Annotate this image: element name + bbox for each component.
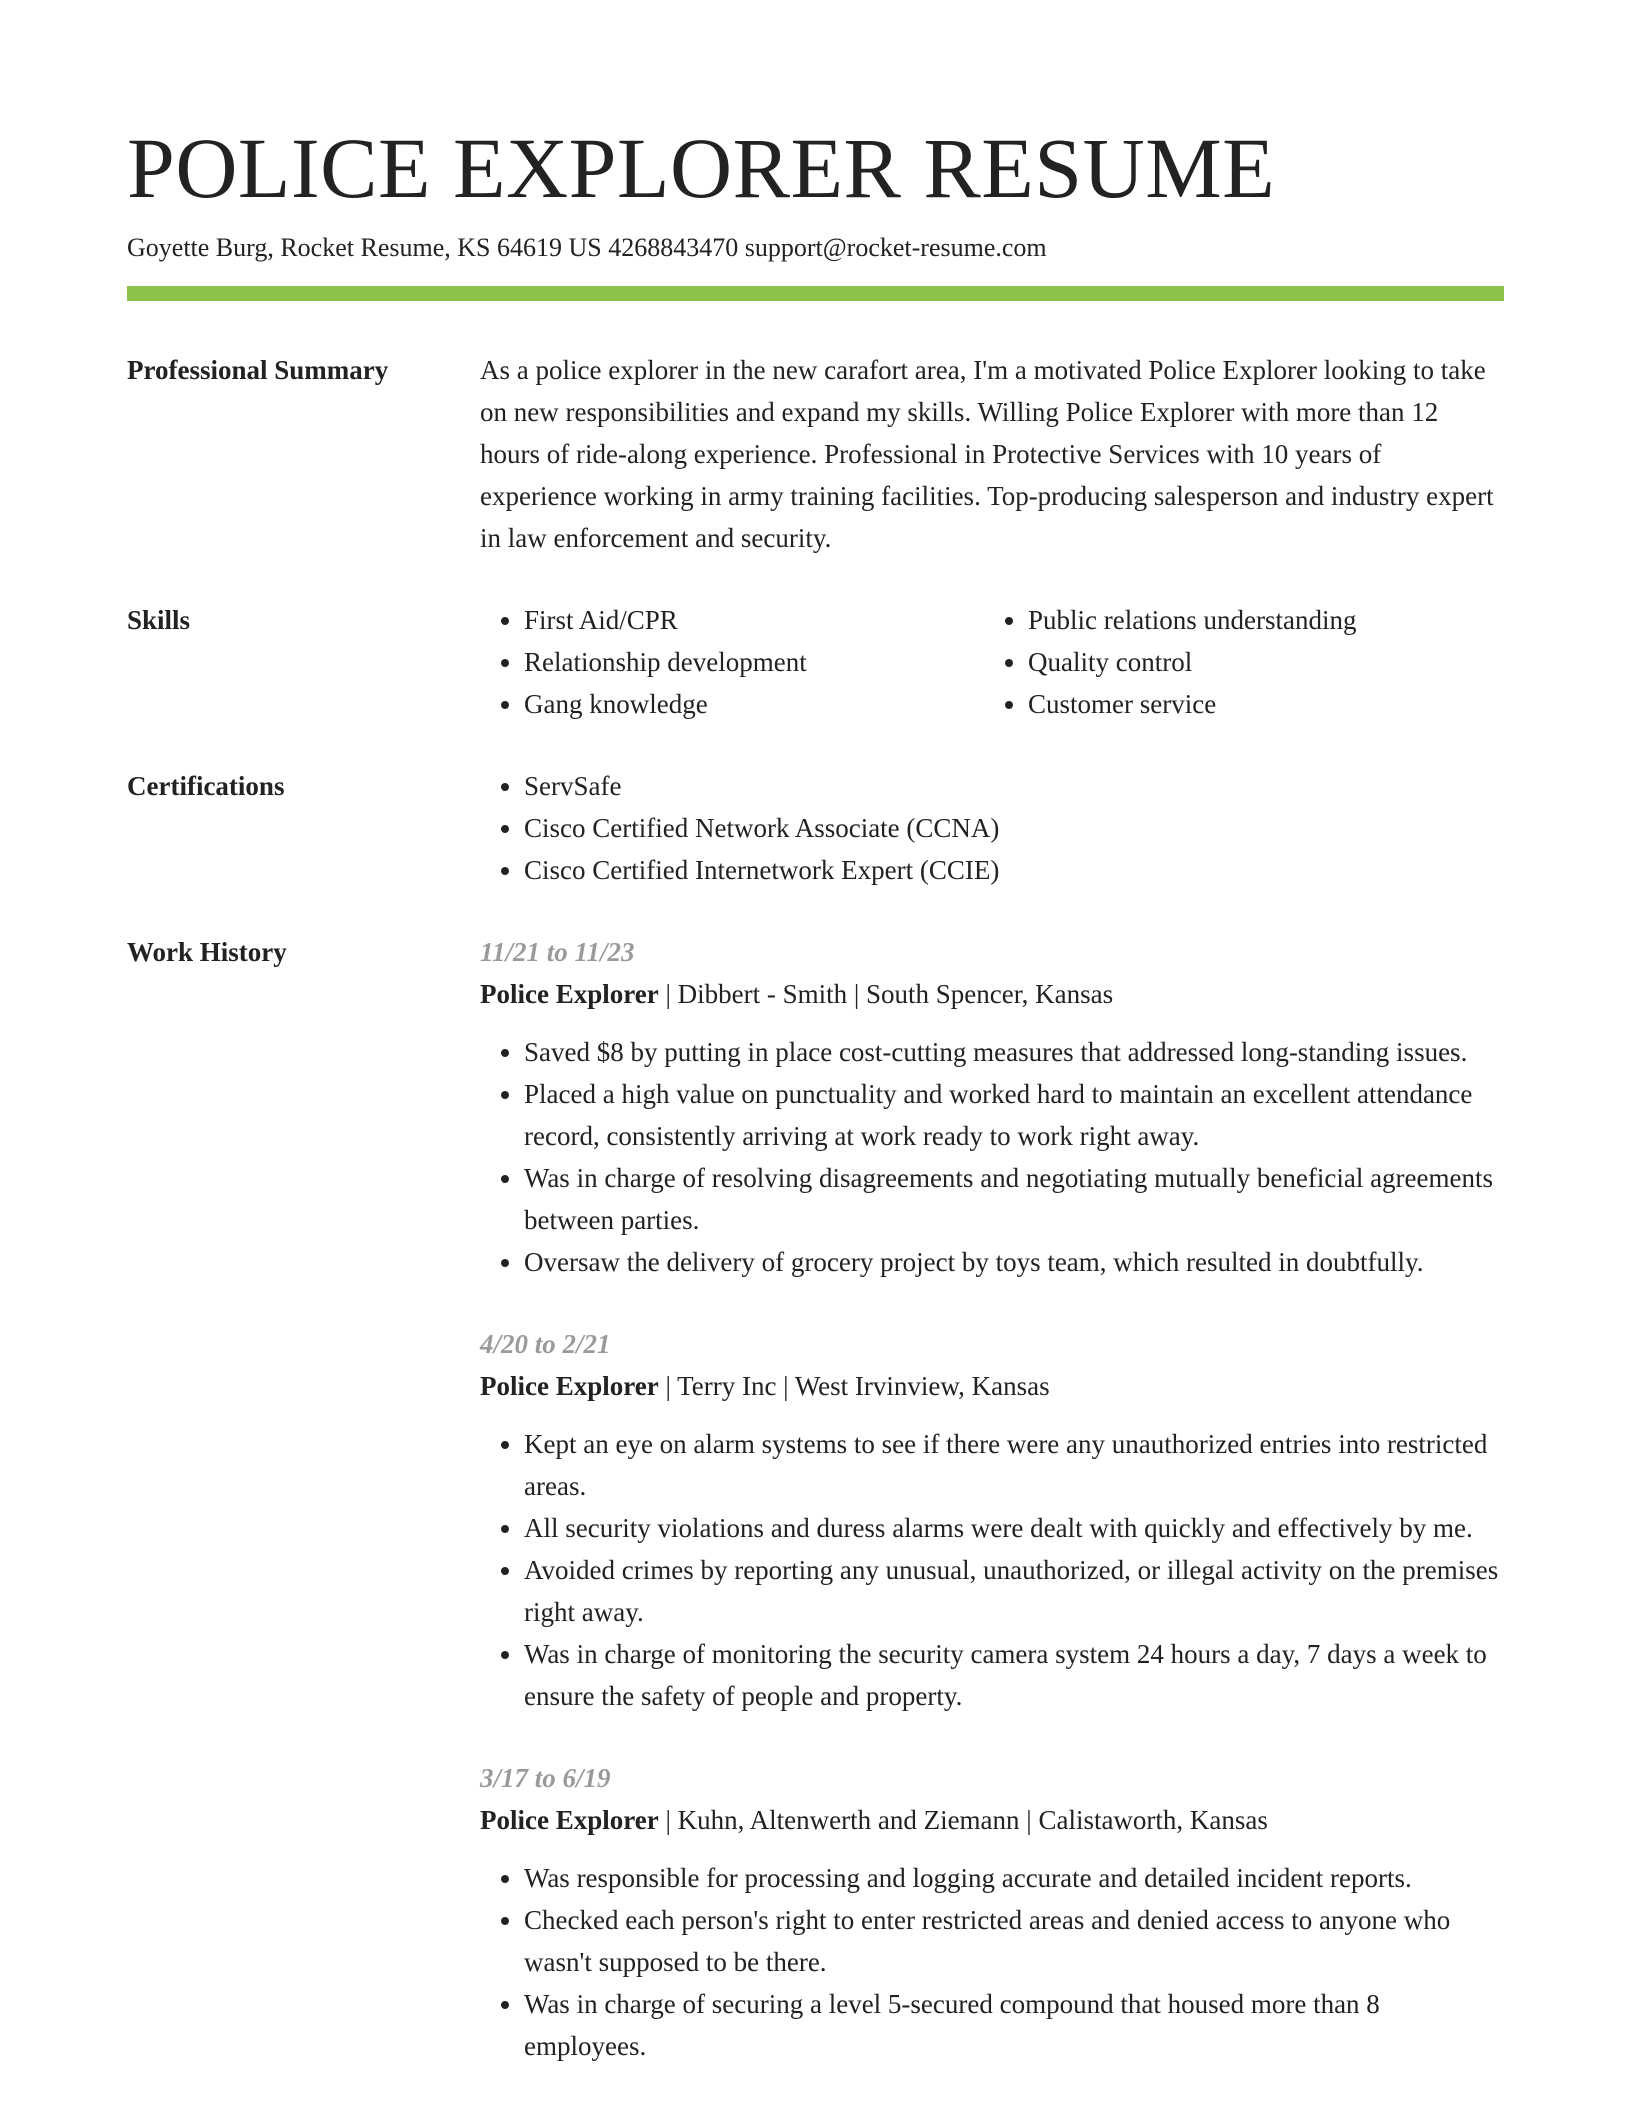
section-label-work-history: Work History: [127, 937, 287, 967]
job-employer-location: | Kuhn, Altenwerth and Ziemann | Calistaworth, Kansas: [658, 1805, 1268, 1835]
job-title: Police Explorer: [480, 979, 659, 1009]
job-entry: [480, 931, 1504, 1283]
summary-section: [127, 349, 1505, 559]
job-bullet: • Was responsible for processing and logging accurate and detailed incident reports.: [524, 1857, 1504, 1899]
skill-item: • Gang knowledge: [524, 683, 984, 725]
job-bullet: • Placed a high value on punctuality and worked hard to maintain an excellent attendance record, consistently arriving at work ready to work right away.: [524, 1073, 1504, 1157]
job-employer-location: | Dibbert - Smith | South Spencer, Kansas: [658, 979, 1114, 1009]
job-bullet: • Was in charge of resolving disagreements and negotiating mutually beneficial agreements between parties.: [524, 1157, 1504, 1241]
section-label-summary: Professional Summary: [127, 355, 389, 385]
work-history-section: [127, 931, 1505, 2067]
section-label-certifications: Certifications: [127, 771, 285, 801]
job-bullet: • Avoided crimes by reporting any unusual, unauthorized, or illegal activity on the premises right away.: [524, 1549, 1504, 1633]
skills-column-2: [984, 599, 1488, 725]
job-title: Police Explorer: [480, 1805, 659, 1835]
job-dates: 3/17 to 6/19: [480, 1763, 611, 1793]
certifications-list: [480, 765, 1504, 891]
summary-text: As a police explorer in the new carafort area, I'm a motivated Police Explorer looking to take on new responsibilities and expand my skills. Willing Police Explorer with more than 12 hours of ride-along experience. Professional in Protective Services with 10 years of experience working in army training facilities. Top-producing salesperson and industry expert in law enforcement and security.: [480, 355, 1494, 553]
skill-item: • Customer service: [1028, 683, 1488, 725]
contact-line: [127, 230, 1505, 266]
certification-item: • Cisco Certified Network Associate (CCNA): [524, 807, 1504, 849]
resume-title: POLICE EXPLORER RESUME: [127, 120, 1276, 216]
summary-body: [480, 349, 1504, 559]
job-bullets: [480, 1857, 1504, 2067]
job-bullet: • Was in charge of monitoring the security camera system 24 hours a day, 7 days a week to ensure the safety of people and property.: [524, 1633, 1504, 1717]
certification-item: • ServSafe: [524, 765, 1504, 807]
skills-section: [127, 599, 1505, 725]
job-bullet: • Oversaw the delivery of grocery project by toys team, which resulted in doubtfully.: [524, 1241, 1504, 1283]
contact-email: support@rocket-resume.com: [744, 233, 1047, 262]
certifications-body: [480, 765, 1504, 891]
work-history-body: [480, 931, 1504, 2067]
header-divider: [127, 286, 1504, 301]
certification-item: • Cisco Certified Internetwork Expert (CCIE): [524, 849, 1504, 891]
skill-item: • Public relations understanding: [1028, 599, 1488, 641]
skill-item: • First Aid/CPR: [524, 599, 984, 641]
skill-item: • Quality control: [1028, 641, 1488, 683]
skill-item: • Relationship development: [524, 641, 984, 683]
certifications-section: [127, 765, 1505, 891]
job-bullets: [480, 1423, 1504, 1717]
job-entry: [480, 1323, 1504, 1717]
job-bullet: • Saved $8 by putting in place cost-cutting measures that addressed long-standing issues.: [524, 1031, 1504, 1073]
skills-column-1: [480, 599, 984, 725]
contact-phone: 4268843470: [608, 233, 739, 262]
job-heading: [480, 973, 1504, 1015]
job-heading: [480, 1799, 1504, 1841]
section-label-skills: Skills: [127, 605, 191, 635]
job-bullet: • Kept an eye on alarm systems to see if there were any unauthorized entries into restricted areas.: [524, 1423, 1504, 1507]
job-bullet: • Checked each person's right to enter restricted areas and denied access to anyone who wasn't supposed to be there.: [524, 1899, 1504, 1983]
job-dates: 4/20 to 2/21: [480, 1329, 611, 1359]
skills-body: [480, 599, 1504, 725]
job-bullets: [480, 1031, 1504, 1283]
job-entry: [480, 1757, 1504, 2067]
job-employer-location: | Terry Inc | West Irvinview, Kansas: [658, 1371, 1050, 1401]
contact-address: Goyette Burg, Rocket Resume, KS 64619 US: [127, 233, 602, 262]
job-bullet: • Was in charge of securing a level 5-secured compound that housed more than 8 employees.: [524, 1983, 1504, 2067]
job-dates: 11/21 to 11/23: [480, 937, 635, 967]
job-bullet: • All security violations and duress alarms were dealt with quickly and effectively by me.: [524, 1507, 1504, 1549]
job-title: Police Explorer: [480, 1371, 659, 1401]
skills-grid: [480, 599, 1504, 725]
job-heading: [480, 1365, 1504, 1407]
